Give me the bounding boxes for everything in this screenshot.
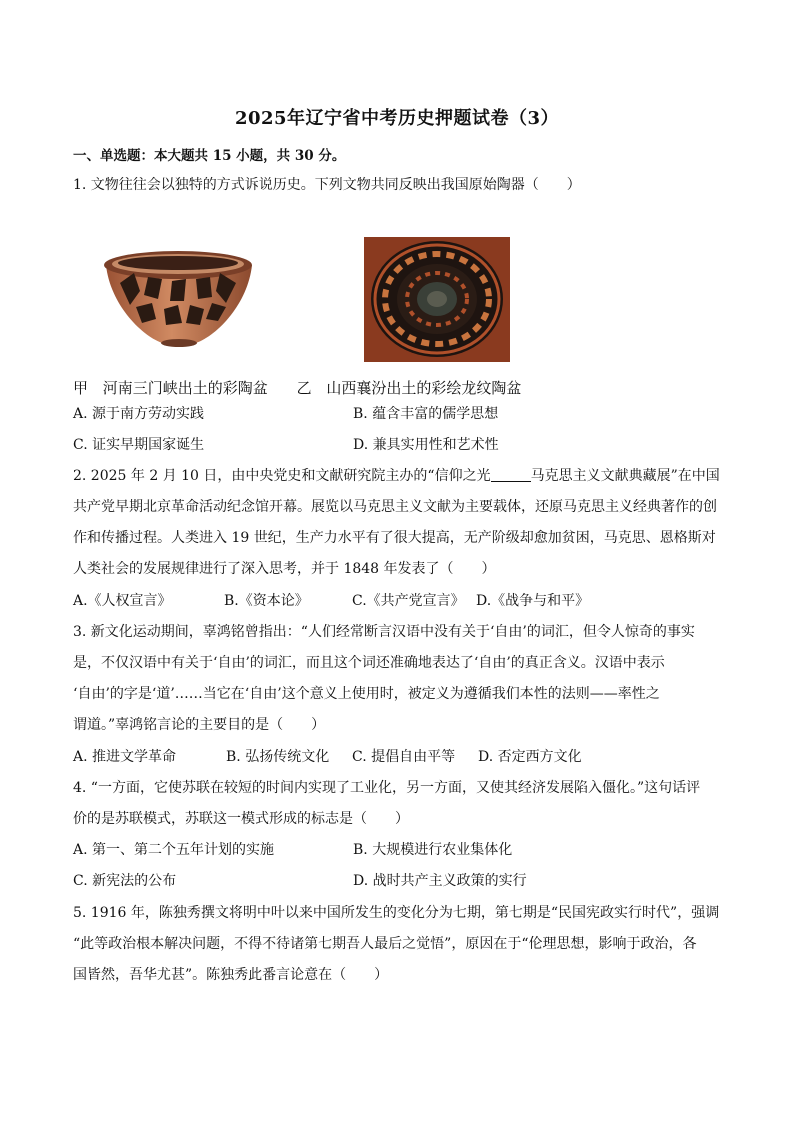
fill-blank <box>491 467 531 482</box>
caption-a-text: 河南三门峡出土的彩陶盆 <box>102 379 268 397</box>
caption-b-label: 乙 <box>296 379 312 397</box>
q4-option-a[interactable]: A. 第一、第二个五年计划的实施 <box>73 842 275 858</box>
question-2-stem-line-2: 共产党早期北京革命活动纪念馆开幕。展览以马克思主义文献为主要载体，还原马克思主义经典著作的创 <box>73 499 717 515</box>
question-2-stem-line-4: 人类社会的发展规律进行了深入思考，并于 1848 年发表了（ ） <box>73 561 496 577</box>
question-2-stem-line-3: 作和传播过程。人类进入 19 世纪，生产力水平有了很大提高，无产阶级却愈加贫困，马克思、恩格斯对 <box>73 530 716 546</box>
q4-option-d[interactable]: D. 战时共产主义政策的实行 <box>353 873 527 889</box>
caption-b-text: 山西襄汾出土的彩绘龙纹陶盆 <box>326 379 522 397</box>
q3-option-c[interactable]: C. 提倡自由平等 <box>352 749 456 765</box>
question-4-stem-line-2: 价的是苏联模式，苏联这一模式形成的标志是（ ） <box>73 811 409 827</box>
q3-option-b[interactable]: B. 弘扬传统文化 <box>226 749 330 765</box>
section-heading: 一、单选题：本大题共 15 小题，共 30 分。 <box>73 148 346 164</box>
q3-option-d[interactable]: D. 否定西方文化 <box>478 749 582 765</box>
q2-option-a[interactable]: A.《人权宣言》 <box>73 593 172 609</box>
caption-a-label: 甲 <box>73 379 89 397</box>
question-1-stem: 1. 文物往往会以独特的方式诉说历史。下列文物共同反映出我国原始陶器（ ） <box>73 177 581 193</box>
q1-option-b[interactable]: B. 蕴含丰富的儒学思想 <box>353 406 499 422</box>
q1-option-a[interactable]: A. 源于南方劳动实践 <box>73 406 205 422</box>
question-3-stem-line-1: 3. 新文化运动期间，辜鸿铭曾指出：“人们经常断言汉语中没有关于‘自由’的词汇，但令人惊奇的事实 <box>73 624 695 640</box>
q2-option-b[interactable]: B.《资本论》 <box>224 593 309 609</box>
q1-option-c[interactable]: C. 证实早期国家诞生 <box>73 437 205 453</box>
q3-option-a[interactable]: A. 推进文学革命 <box>73 749 177 765</box>
q4-option-c[interactable]: C. 新宪法的公布 <box>73 873 177 889</box>
painted-pottery-basin-image <box>100 243 256 355</box>
dragon-pattern-plate-image <box>364 237 510 362</box>
q2-option-c[interactable]: C.《共产党宣言》 <box>352 593 465 609</box>
q2-text-pre: 2. 2025 年 2 月 10 日，由中央党史和文献研究院主办的“信仰之光 <box>73 468 491 484</box>
figure-caption <box>73 377 531 398</box>
page-title: 2025年辽宁省中考历史押题试卷（3） <box>234 108 560 129</box>
q4-option-b[interactable]: B. 大规模进行农业集体化 <box>353 842 513 858</box>
q1-option-d[interactable]: D. 兼具实用性和艺术性 <box>353 437 499 453</box>
question-2-stem-line-1 <box>73 466 723 486</box>
question-3-stem-line-2: 是，不仅汉语中有关于‘自由’的词汇，而且这个词还准确地表达了‘自由’的真正含义。汉语中表示 <box>73 655 665 671</box>
question-5-stem-line-3: 国皆然，吾华尤甚”。陈独秀此番言论意在（ ） <box>73 967 389 983</box>
question-5-stem-line-1: 5. 1916 年，陈独秀撰文将明中叶以来中国所发生的变化分为七期，第七期是“民国宪政实行时代”，强调 <box>73 905 720 921</box>
question-3-stem-line-4: 谓道。”辜鸿铭言论的主要目的是（ ） <box>73 717 326 733</box>
q2-option-d[interactable]: D.《战争与和平》 <box>476 593 590 609</box>
q2-text-post: 马克思主义文献典藏展”在中国 <box>530 468 720 484</box>
question-4-stem-line-1: 4. “一方面，它使苏联在较短的时间内实现了工业化，另一方面，又使其经济发展陷入僵化。”这句话评 <box>73 780 701 796</box>
question-3-stem-line-3: ‘自由’的字是‘道’……当它在‘自由’这个意义上使用时，被定义为遵循我们本性的法则——率性之 <box>73 686 660 702</box>
question-5-stem-line-2: “此等政治根本解决问题，不得不待诸第七期吾人最后之觉悟”，原因在于“伦理思想，影响于政治，各 <box>73 936 697 952</box>
